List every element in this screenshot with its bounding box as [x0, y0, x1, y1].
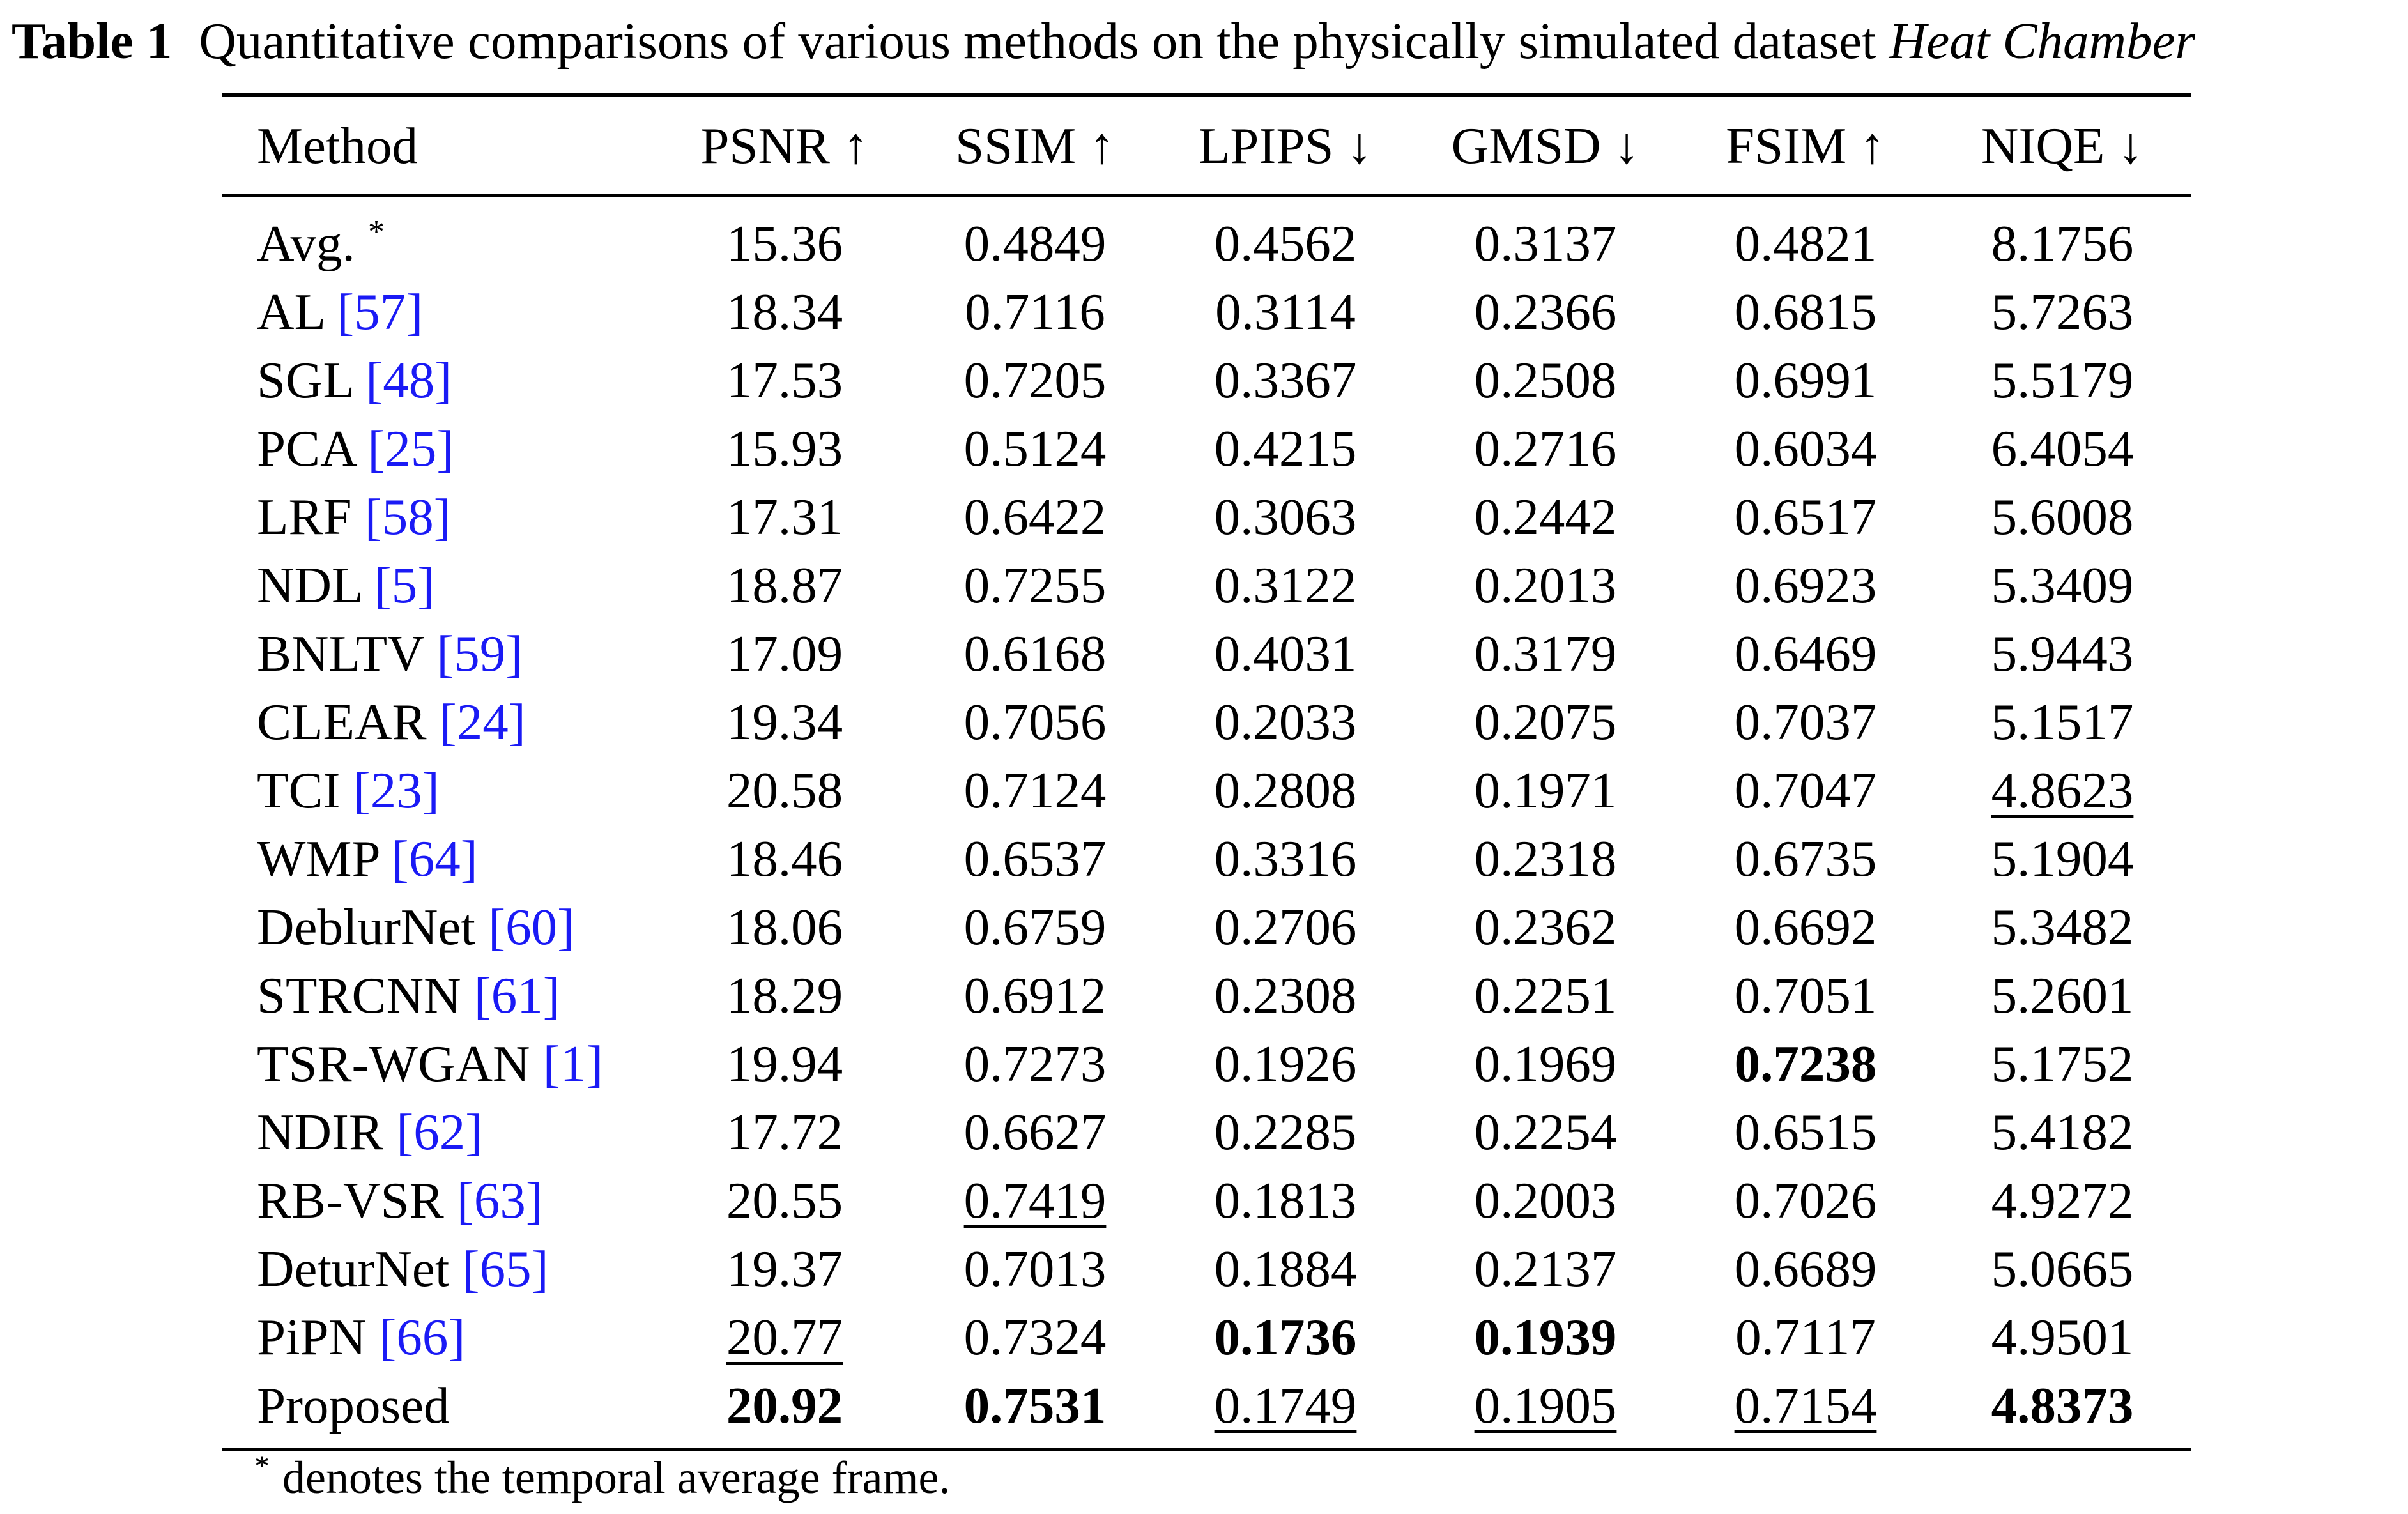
method-name: TCI — [257, 761, 341, 819]
lpips-cell: 0.2706 — [1214, 898, 1357, 956]
ssim-cell: 0.7205 — [963, 351, 1107, 409]
ssim-cell: 0.7273 — [963, 1035, 1107, 1092]
results-table — [222, 93, 2191, 1451]
ssim-cell: 0.5124 — [963, 420, 1107, 477]
gmsd-cell: 0.2362 — [1474, 898, 1617, 956]
niqe-cell: 5.1904 — [1991, 830, 2134, 887]
fsim-cell — [1678, 1372, 1933, 1449]
method-name: TSR-WGAN — [257, 1035, 530, 1092]
method-cell — [222, 1166, 657, 1235]
ssim-cell — [912, 1166, 1158, 1235]
method-name: WMP — [257, 830, 379, 887]
citation-link[interactable]: [58] — [364, 488, 451, 546]
method-name: PCA — [257, 420, 355, 477]
method-cell — [222, 620, 657, 688]
second-best-value: 4.8623 — [1991, 761, 2134, 819]
gmsd-cell — [1413, 1372, 1678, 1449]
method-cell — [222, 756, 657, 825]
method-cell — [222, 483, 657, 551]
gmsd-cell — [1413, 1303, 1678, 1372]
niqe-cell: 5.2601 — [1991, 967, 2134, 1024]
method-name: CLEAR — [257, 693, 427, 751]
gmsd-cell: 0.2254 — [1474, 1103, 1617, 1161]
niqe-cell: 5.1517 — [1991, 693, 2134, 751]
niqe-cell: 5.3482 — [1991, 898, 2134, 956]
header-fsim: FSIM ↑ — [1726, 116, 1885, 174]
gmsd-cell: 0.2003 — [1474, 1172, 1617, 1229]
niqe-cell — [1933, 756, 2191, 825]
ssim-cell: 0.7124 — [963, 761, 1107, 819]
table-footnote — [254, 1449, 950, 1506]
table-row — [222, 415, 2191, 483]
gmsd-cell: 0.2366 — [1474, 283, 1617, 340]
fsim-cell: 0.7026 — [1734, 1172, 1877, 1229]
method-cell — [222, 415, 657, 483]
method-name: Avg. — [257, 215, 355, 272]
citation-link[interactable]: [1] — [542, 1035, 604, 1092]
ssim-cell: 0.4849 — [963, 215, 1107, 272]
fsim-cell: 0.6692 — [1734, 898, 1877, 956]
niqe-cell: 4.9272 — [1991, 1172, 2134, 1229]
fsim-cell: 0.6469 — [1734, 625, 1877, 682]
gmsd-cell: 0.1971 — [1474, 761, 1617, 819]
psnr-cell: 17.31 — [726, 488, 843, 546]
header-row — [222, 95, 2191, 195]
table-row — [222, 1166, 2191, 1235]
method-name: SGL — [257, 351, 353, 409]
table-label: Table 1 — [12, 12, 173, 70]
psnr-cell: 15.93 — [726, 420, 843, 477]
best-value: 20.92 — [726, 1377, 843, 1434]
gmsd-cell: 0.2442 — [1474, 488, 1617, 546]
lpips-cell: 0.2308 — [1214, 967, 1357, 1024]
citation-link[interactable]: [61] — [473, 967, 560, 1024]
method-name: PiPN — [257, 1308, 367, 1366]
lpips-cell: 0.2285 — [1214, 1103, 1357, 1161]
psnr-cell: 20.58 — [726, 761, 843, 819]
second-best-value: 0.1905 — [1474, 1377, 1617, 1434]
header-gmsd: GMSD ↓ — [1451, 116, 1640, 174]
header-niqe: NIQE ↓ — [1981, 116, 2144, 174]
psnr-cell: 17.72 — [726, 1103, 843, 1161]
gmsd-cell: 0.2137 — [1474, 1240, 1617, 1297]
ssim-cell: 0.6168 — [963, 625, 1107, 682]
ssim-cell — [912, 1372, 1158, 1449]
method-name: STRCNN — [257, 967, 461, 1024]
method-name: DeblurNet — [257, 898, 475, 956]
citation-link[interactable]: [65] — [462, 1240, 549, 1297]
method-name: RB-VSR — [257, 1172, 444, 1229]
fsim-cell: 0.4821 — [1734, 215, 1877, 272]
table-row — [222, 961, 2191, 1030]
table-row — [222, 195, 2191, 278]
psnr-cell: 18.34 — [726, 283, 843, 340]
psnr-cell: 18.29 — [726, 967, 843, 1024]
method-cell — [222, 1235, 657, 1303]
fsim-cell: 0.7051 — [1734, 967, 1877, 1024]
header-lpips: LPIPS ↓ — [1198, 116, 1373, 174]
method-cell — [222, 278, 657, 346]
fsim-cell: 0.7117 — [1735, 1308, 1876, 1366]
psnr-cell: 20.55 — [726, 1172, 843, 1229]
niqe-cell: 5.5179 — [1991, 351, 2134, 409]
psnr-cell: 19.37 — [726, 1240, 843, 1297]
header-psnr: PSNR ↑ — [700, 116, 869, 174]
gmsd-cell: 0.2013 — [1474, 556, 1617, 614]
psnr-cell: 18.06 — [726, 898, 843, 956]
lpips-cell — [1158, 1303, 1413, 1372]
method-name: BNLTV — [257, 625, 424, 682]
niqe-cell: 8.1756 — [1991, 215, 2134, 272]
table-row — [222, 756, 2191, 825]
ssim-cell: 0.6759 — [963, 898, 1107, 956]
ssim-cell: 0.7255 — [963, 556, 1107, 614]
method-cell — [222, 1303, 657, 1372]
method-cell — [222, 688, 657, 756]
fsim-cell: 0.6515 — [1734, 1103, 1877, 1161]
citation-link[interactable]: [48] — [365, 351, 452, 409]
citation-link[interactable]: [57] — [337, 283, 424, 340]
citation-link[interactable]: [25] — [367, 420, 454, 477]
gmsd-cell: 0.2508 — [1474, 351, 1617, 409]
psnr-cell: 19.94 — [726, 1035, 843, 1092]
citation-link[interactable]: [62] — [396, 1103, 483, 1161]
table-caption — [12, 9, 2195, 73]
citation-link[interactable]: [23] — [353, 761, 440, 819]
ssim-cell: 0.6627 — [963, 1103, 1107, 1161]
niqe-cell: 6.4054 — [1991, 420, 2134, 477]
ssim-cell: 0.6912 — [963, 967, 1107, 1024]
method-cell — [222, 825, 657, 893]
citation-link[interactable]: [24] — [439, 693, 526, 751]
second-best-value: 20.77 — [726, 1308, 843, 1366]
niqe-cell: 5.6008 — [1991, 488, 2134, 546]
table-row — [222, 483, 2191, 551]
citation-link[interactable]: [63] — [456, 1172, 543, 1229]
lpips-cell: 0.2033 — [1214, 693, 1357, 751]
method-name: NDL — [257, 556, 362, 614]
footnote-marker: * — [254, 1449, 270, 1483]
niqe-cell: 5.4182 — [1991, 1103, 2134, 1161]
method-cell — [222, 1098, 657, 1166]
caption-text: Quantitative comparisons of various methods on the physically simulated dataset — [199, 12, 1876, 70]
best-value: 0.1736 — [1214, 1308, 1357, 1366]
method-cell — [222, 1030, 657, 1098]
table-row — [222, 893, 2191, 961]
lpips-cell: 0.3122 — [1214, 556, 1357, 614]
fsim-cell: 0.7047 — [1734, 761, 1877, 819]
lpips-cell: 0.1813 — [1214, 1172, 1357, 1229]
fsim-cell: 0.6689 — [1734, 1240, 1877, 1297]
citation-link[interactable]: [59] — [436, 625, 523, 682]
gmsd-cell: 0.3179 — [1474, 625, 1617, 682]
psnr-cell — [657, 1372, 912, 1449]
lpips-cell: 0.2808 — [1214, 761, 1357, 819]
table-row — [222, 620, 2191, 688]
best-value: 0.7238 — [1734, 1035, 1877, 1092]
gmsd-cell: 0.2075 — [1474, 693, 1617, 751]
citation-link[interactable]: [60] — [488, 898, 575, 956]
method-name: Proposed — [257, 1377, 450, 1434]
niqe-cell: 5.1752 — [1991, 1035, 2134, 1092]
citation-link[interactable]: [5] — [374, 556, 435, 614]
lpips-cell: 0.3114 — [1215, 283, 1356, 340]
method-name: LRF — [257, 488, 352, 546]
results-table-container — [222, 93, 2191, 1451]
fsim-cell: 0.7037 — [1734, 693, 1877, 751]
lpips-cell: 0.4215 — [1214, 420, 1357, 477]
second-best-value: 0.7154 — [1734, 1377, 1877, 1434]
table-row — [222, 1372, 2191, 1449]
niqe-cell: 5.9443 — [1991, 625, 2134, 682]
footnote-marker: * — [367, 214, 385, 250]
lpips-cell: 0.4562 — [1214, 215, 1357, 272]
lpips-cell: 0.4031 — [1214, 625, 1357, 682]
niqe-cell: 5.7263 — [1991, 283, 2134, 340]
method-cell — [222, 346, 657, 415]
lpips-cell: 0.1926 — [1214, 1035, 1357, 1092]
lpips-cell — [1158, 1372, 1413, 1449]
best-value: 0.1939 — [1474, 1308, 1617, 1366]
lpips-cell: 0.3063 — [1214, 488, 1357, 546]
fsim-cell: 0.6517 — [1734, 488, 1877, 546]
ssim-cell: 0.7324 — [963, 1308, 1107, 1366]
fsim-cell: 0.6991 — [1734, 351, 1877, 409]
caption-dataset: Heat Chamber — [1889, 12, 2195, 70]
citation-link[interactable]: [64] — [391, 830, 478, 887]
ssim-cell: 0.7013 — [963, 1240, 1107, 1297]
table-row — [222, 278, 2191, 346]
table-row — [222, 1303, 2191, 1372]
method-name: NDIR — [257, 1103, 383, 1161]
psnr-cell: 17.53 — [726, 351, 843, 409]
psnr-cell: 18.87 — [726, 556, 843, 614]
niqe-cell: 4.9501 — [1991, 1308, 2134, 1366]
method-cell — [222, 551, 657, 620]
table-row — [222, 1235, 2191, 1303]
ssim-cell: 0.7056 — [963, 693, 1107, 751]
fsim-cell: 0.6034 — [1734, 420, 1877, 477]
best-value: 4.8373 — [1991, 1377, 2134, 1434]
method-cell — [222, 1372, 657, 1449]
footnote-text: denotes the temporal average frame. — [282, 1452, 951, 1503]
psnr-cell: 17.09 — [726, 625, 843, 682]
lpips-cell: 0.3367 — [1214, 351, 1357, 409]
table-row — [222, 551, 2191, 620]
gmsd-cell: 0.2716 — [1474, 420, 1617, 477]
gmsd-cell: 0.3137 — [1474, 215, 1617, 272]
fsim-cell: 0.6923 — [1734, 556, 1877, 614]
gmsd-cell: 0.1969 — [1474, 1035, 1617, 1092]
table-row — [222, 688, 2191, 756]
ssim-cell: 0.6422 — [963, 488, 1107, 546]
header-ssim: SSIM ↑ — [955, 116, 1115, 174]
fsim-cell: 0.6735 — [1734, 830, 1877, 887]
table-row — [222, 825, 2191, 893]
gmsd-cell: 0.2318 — [1474, 830, 1617, 887]
psnr-cell — [657, 1303, 912, 1372]
method-cell — [222, 195, 657, 278]
method-name: AL — [257, 283, 324, 340]
second-best-value: 0.1749 — [1214, 1377, 1357, 1434]
psnr-cell: 15.36 — [726, 215, 843, 272]
psnr-cell: 18.46 — [726, 830, 843, 887]
best-value: 0.7531 — [963, 1377, 1107, 1434]
lpips-cell: 0.1884 — [1214, 1240, 1357, 1297]
lpips-cell: 0.3316 — [1214, 830, 1357, 887]
niqe-cell: 5.0665 — [1991, 1240, 2134, 1297]
gmsd-cell: 0.2251 — [1474, 967, 1617, 1024]
ssim-cell: 0.7116 — [965, 283, 1105, 340]
ssim-cell: 0.6537 — [963, 830, 1107, 887]
header-method: Method — [257, 116, 418, 174]
method-cell — [222, 893, 657, 961]
niqe-cell — [1933, 1372, 2191, 1449]
table-row — [222, 346, 2191, 415]
table-row — [222, 1098, 2191, 1166]
table-row — [222, 1030, 2191, 1098]
second-best-value: 0.7419 — [963, 1172, 1107, 1229]
psnr-cell: 19.34 — [726, 693, 843, 751]
fsim-cell — [1678, 1030, 1933, 1098]
fsim-cell: 0.6815 — [1734, 283, 1877, 340]
method-name: DeturNet — [257, 1240, 450, 1297]
niqe-cell: 5.3409 — [1991, 556, 2134, 614]
method-cell — [222, 961, 657, 1030]
citation-link[interactable]: [66] — [379, 1308, 466, 1366]
